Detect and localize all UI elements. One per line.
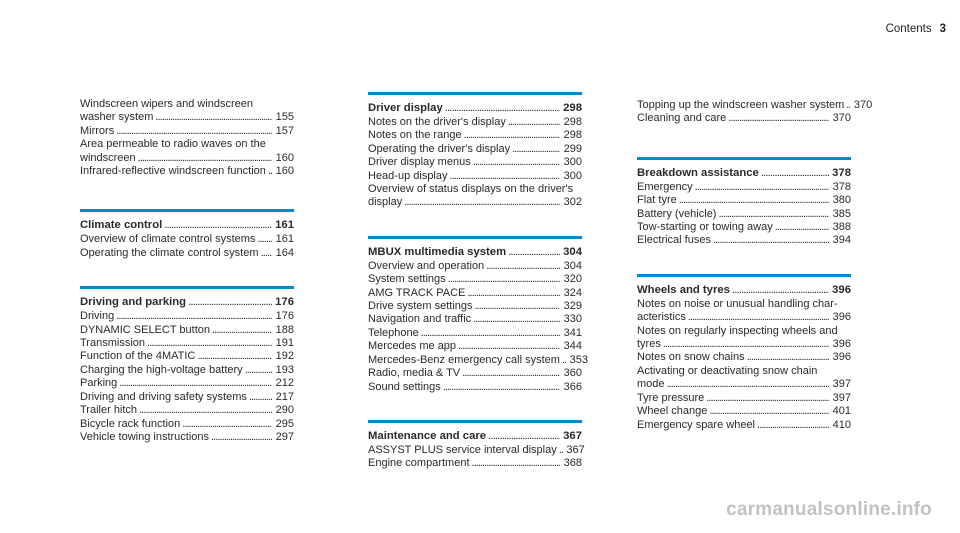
toc-section-mbux — [368, 236, 588, 394]
toc-entry-text[interactable]: acteristics — [637, 311, 686, 324]
dot-leader — [508, 116, 560, 129]
toc-entry[interactable] — [80, 233, 294, 246]
toc-entry-page[interactable]: 385 — [832, 207, 851, 220]
toc-entry[interactable] — [368, 196, 582, 209]
toc-entry-page[interactable]: 157 — [275, 124, 294, 137]
toc-entry-page[interactable]: 191 — [275, 337, 294, 350]
toc-entry-wrap[interactable]: Overview of status displays on the driver's — [368, 183, 574, 196]
toc-entry[interactable] — [637, 99, 873, 112]
section-title-text[interactable]: Maintenance and care — [368, 429, 487, 442]
toc-entry[interactable] — [637, 405, 851, 418]
page-header — [886, 23, 946, 35]
toc-entry-page[interactable]: 300 — [563, 156, 582, 169]
toc-column-2 — [368, 92, 588, 497]
toc-entry-text[interactable]: Electrical fuses — [637, 234, 711, 247]
dot-leader — [718, 208, 829, 221]
dot-leader — [182, 418, 272, 431]
dot-leader — [197, 350, 272, 363]
toc-section-climate-control — [80, 209, 294, 260]
toc-entry-text[interactable]: Driving — [80, 310, 115, 323]
toc-entry[interactable] — [637, 221, 851, 234]
dot-leader — [775, 221, 829, 234]
toc-entry-page[interactable]: 212 — [275, 377, 294, 390]
dot-leader — [695, 181, 829, 194]
toc-entry-text[interactable]: Trailer hitch — [80, 404, 138, 417]
section-title-text[interactable]: Driver display — [368, 102, 443, 114]
dot-leader — [147, 337, 272, 350]
toc-entry-text[interactable]: windscreen — [80, 151, 136, 164]
dot-leader — [488, 429, 560, 443]
section-title-page[interactable]: 396 — [832, 283, 851, 296]
toc-entry-text[interactable]: AMG TRACK PACE — [368, 286, 466, 299]
section-title[interactable] — [368, 245, 582, 259]
toc-entry[interactable] — [80, 350, 294, 363]
toc-entry-page[interactable]: 188 — [275, 323, 294, 336]
dot-leader — [261, 247, 272, 260]
section-rule — [368, 420, 582, 423]
toc-entry[interactable] — [637, 351, 851, 364]
toc-entry[interactable] — [80, 404, 294, 417]
toc-entry-page[interactable]: 366 — [563, 380, 582, 393]
toc-entry-page[interactable]: 320 — [563, 273, 582, 286]
toc-entry-page[interactable]: 300 — [563, 169, 582, 182]
dot-leader — [473, 313, 560, 326]
toc-entry-text[interactable]: Battery (vehicle) — [637, 207, 717, 220]
toc-entry[interactable] — [368, 340, 582, 353]
toc-entry-page[interactable]: 368 — [563, 457, 582, 470]
toc-column-3 — [637, 99, 873, 458]
section-rule — [80, 209, 294, 212]
toc-entry-page[interactable]: 360 — [563, 367, 582, 380]
dot-leader — [421, 327, 560, 340]
section-title[interactable] — [637, 166, 851, 180]
toc-entry-wrap[interactable]: Windscreen wipers and windscreen — [80, 98, 254, 110]
toc-entry[interactable] — [80, 377, 294, 390]
toc-entry[interactable] — [80, 431, 294, 444]
toc-entry-page[interactable]: 160 — [275, 165, 294, 178]
dot-leader — [663, 338, 829, 351]
dot-leader — [713, 234, 829, 247]
dot-leader — [706, 392, 829, 405]
section-title[interactable] — [80, 218, 294, 232]
dot-leader — [486, 260, 560, 273]
toc-entry-page[interactable]: 160 — [275, 151, 294, 164]
section-title-text[interactable]: Breakdown assistance — [637, 166, 759, 179]
toc-entry-text[interactable]: mode — [637, 378, 665, 391]
section-title[interactable] — [637, 283, 851, 297]
toc-entry-page[interactable]: 217 — [275, 390, 294, 403]
toc-entry-text[interactable]: Parking — [80, 377, 118, 390]
toc-entry-text[interactable]: Transmission — [80, 337, 145, 350]
toc-entry[interactable] — [368, 300, 582, 313]
section-rule — [368, 92, 582, 95]
toc-entry[interactable] — [368, 443, 585, 457]
dot-leader — [404, 196, 560, 209]
toc-entry-text[interactable]: Notes on snow chains — [637, 351, 745, 364]
dot-leader — [562, 354, 566, 367]
toc-entry-page[interactable]: 341 — [563, 326, 582, 339]
dot-leader — [667, 378, 829, 391]
dot-leader — [473, 156, 560, 169]
section-title-text[interactable]: MBUX multimedia system — [368, 245, 507, 258]
toc-entry[interactable] — [637, 194, 851, 207]
toc-section-maintenance — [368, 420, 585, 471]
toc-entry-text[interactable]: Emergency spare wheel — [637, 418, 756, 431]
dot-leader — [119, 377, 272, 390]
toc-entry[interactable] — [80, 152, 294, 165]
toc-entry-page[interactable]: 367 — [566, 443, 585, 456]
toc-entry-text[interactable]: Topping up the windscreen washer system — [637, 99, 845, 111]
toc-entry-text[interactable]: display — [368, 196, 403, 209]
toc-entry-page[interactable]: 330 — [563, 313, 582, 326]
toc-entry-text[interactable]: DYNAMIC SELECT button — [80, 323, 211, 336]
toc-entry[interactable] — [637, 234, 851, 247]
dot-leader — [462, 367, 560, 380]
dot-leader — [268, 165, 272, 178]
toc-entry-page[interactable]: 298 — [563, 129, 582, 142]
toc-entry-page[interactable]: 396 — [832, 311, 851, 324]
toc-entry-page[interactable]: 324 — [563, 286, 582, 299]
toc-entry-page[interactable]: 298 — [563, 116, 582, 128]
toc-entry-text[interactable]: Drive system settings — [368, 300, 473, 313]
toc-entry-text[interactable]: Cleaning and care — [637, 112, 727, 125]
toc-entry[interactable] — [368, 457, 582, 470]
toc-entry-text[interactable]: tyres — [637, 338, 661, 351]
dot-leader — [559, 444, 563, 457]
toc-entry-page[interactable]: 396 — [832, 351, 851, 364]
dot-leader — [116, 310, 272, 323]
toc-entry-page[interactable]: 370 — [853, 99, 873, 111]
toc-entry-text[interactable]: Radio, media & TV — [368, 367, 461, 380]
dot-leader — [846, 99, 850, 112]
section-title-page[interactable]: 161 — [275, 219, 294, 232]
toc-entry-text[interactable]: Operating the driver's display — [368, 142, 511, 155]
toc-entry[interactable] — [80, 391, 294, 404]
toc-entry[interactable] — [368, 156, 582, 169]
dot-leader — [188, 295, 272, 309]
dot-leader — [139, 404, 272, 417]
dot-leader — [688, 311, 829, 324]
toc-entry-page[interactable]: 304 — [563, 259, 582, 272]
toc-column-1 — [80, 98, 294, 470]
section-title-text[interactable]: Climate control — [80, 219, 163, 232]
toc-entry-page[interactable]: 297 — [275, 430, 294, 443]
dot-leader — [761, 166, 829, 180]
toc-entry[interactable] — [637, 419, 851, 432]
toc-entry[interactable] — [637, 338, 851, 351]
toc-entry[interactable] — [368, 170, 582, 183]
toc-entry-text[interactable]: Charging the high-voltage battery — [80, 363, 243, 376]
section-title-page[interactable]: 378 — [832, 166, 851, 179]
toc-entry-text[interactable]: Telephone — [368, 326, 419, 339]
toc-entry-page[interactable]: 401 — [832, 405, 851, 418]
section-rule — [368, 236, 582, 239]
dot-leader — [450, 170, 561, 183]
toc-entry-page[interactable]: 397 — [832, 378, 851, 391]
section-title-text[interactable]: Driving and parking — [80, 296, 187, 309]
dot-leader — [467, 287, 560, 300]
toc-entry[interactable] — [80, 165, 294, 178]
toc-entry-text[interactable]: Sound settings — [368, 380, 441, 393]
toc-entry[interactable] — [368, 287, 582, 300]
dot-leader — [475, 300, 560, 313]
toc-entry-page[interactable]: 193 — [275, 363, 294, 376]
toc-entry-wrap[interactable]: Activating or deactivating snow chain — [637, 364, 818, 377]
toc-entry-page[interactable]: 299 — [563, 142, 582, 155]
dot-leader — [245, 364, 272, 377]
toc-entry[interactable] — [637, 181, 851, 194]
dot-leader — [445, 101, 560, 115]
dot-leader — [138, 152, 272, 165]
toc-entry[interactable] — [368, 260, 582, 273]
section-rule — [637, 274, 851, 277]
dot-leader — [757, 419, 829, 432]
toc-entry[interactable] — [368, 353, 588, 367]
dot-leader — [709, 405, 829, 418]
toc-entry[interactable] — [637, 311, 851, 324]
toc-entry-text[interactable]: Notes on the range — [368, 129, 462, 142]
toc-entry[interactable] — [637, 392, 851, 405]
toc-entry-text[interactable]: Navigation and traffic — [368, 313, 472, 326]
toc-entry-text[interactable]: System settings — [368, 273, 446, 286]
toc-entry-wrap[interactable]: Notes on noise or unusual handling char- — [637, 297, 838, 310]
dot-leader — [508, 245, 560, 259]
toc-entry[interactable] — [80, 310, 294, 323]
toc-entry-text[interactable]: Driver display menus — [368, 156, 471, 169]
toc-entry-page[interactable]: 353 — [569, 353, 588, 366]
toc-section-breakdown-assistance — [637, 157, 851, 248]
toc-entry-text[interactable]: Notes on the driver's display — [368, 116, 506, 128]
dot-leader — [512, 143, 560, 156]
toc-entry-page[interactable]: 302 — [563, 196, 582, 209]
toc-entry-text[interactable]: Head-up display — [368, 169, 448, 182]
toc-entry[interactable] — [368, 381, 582, 394]
toc-entry-page[interactable]: 380 — [832, 194, 851, 207]
toc-entry-text[interactable]: Tyre pressure — [637, 391, 705, 404]
toc-entry-page[interactable]: 388 — [832, 221, 851, 234]
dot-leader — [155, 111, 272, 124]
section-title[interactable] — [368, 101, 582, 115]
section-rule — [637, 157, 851, 160]
toc-entry-text[interactable]: Operating the climate control system — [80, 246, 259, 259]
toc-entry-page[interactable]: 155 — [275, 111, 294, 124]
dot-leader — [257, 233, 272, 246]
toc-entry-page[interactable]: 329 — [563, 300, 582, 313]
toc-entry-text[interactable]: Bicycle rack function — [80, 417, 181, 430]
dot-leader — [448, 273, 560, 286]
toc-entry-text[interactable]: Function of the 4MATIC — [80, 350, 196, 363]
dot-leader — [116, 125, 272, 138]
toc-section-driver-display — [368, 92, 582, 210]
toc-entry-wrap[interactable]: Area permeable to radio waves on the — [80, 138, 266, 151]
toc-entry-page[interactable]: 394 — [832, 234, 851, 247]
toc-entry-page[interactable]: 344 — [563, 340, 582, 353]
toc-entry[interactable] — [637, 208, 851, 221]
toc-entry-text[interactable]: Vehicle towing instructions — [80, 430, 210, 443]
dot-leader — [732, 283, 829, 297]
dot-leader — [212, 324, 272, 337]
toc-entry-wrap[interactable]: Notes on regularly inspecting wheels and — [637, 324, 838, 337]
toc-entry[interactable] — [80, 125, 294, 138]
toc-entry-text[interactable]: Wheel change — [637, 405, 708, 418]
toc-entry-page[interactable]: 396 — [832, 338, 851, 351]
toc-entry-text[interactable]: Infrared-reflective windscreen function — [80, 165, 266, 178]
dot-leader — [464, 129, 560, 142]
toc-entry[interactable] — [637, 112, 851, 125]
toc-entry-page[interactable]: 290 — [275, 404, 294, 417]
toc-entry[interactable] — [80, 337, 294, 350]
toc-entry-text[interactable]: Mercedes me app — [368, 340, 457, 353]
toc-entry-page[interactable]: 295 — [275, 417, 294, 430]
toc-entry-text[interactable]: Tow-starting or towing away — [637, 221, 773, 234]
section-title-page[interactable]: 176 — [275, 296, 294, 309]
toc-entry[interactable] — [368, 143, 582, 156]
toc-section-intro-3 — [637, 99, 873, 126]
dot-leader — [164, 218, 272, 232]
toc-entry[interactable] — [80, 111, 294, 124]
dot-leader — [443, 381, 560, 394]
toc-entry-text[interactable]: Mercedes-Benz emergency call system — [368, 353, 560, 366]
toc-entry-page[interactable]: 378 — [832, 180, 851, 193]
toc-entry-page[interactable]: 164 — [275, 246, 294, 259]
toc-entry-text[interactable]: Engine compartment — [368, 457, 470, 470]
toc-entry-text[interactable]: Flat tyre — [637, 194, 677, 207]
toc-entry[interactable] — [368, 116, 582, 129]
toc-entry-text[interactable]: Emergency — [637, 180, 693, 193]
toc-entry-text[interactable]: Overview of climate control systems — [80, 233, 256, 246]
watermark: carmanualsonline.info — [726, 499, 932, 520]
toc-entry[interactable] — [80, 324, 294, 337]
toc-entry[interactable] — [368, 327, 582, 340]
section-title-page[interactable]: 298 — [563, 102, 582, 114]
toc-entry[interactable] — [368, 313, 582, 326]
toc-entry-page[interactable]: 370 — [832, 112, 851, 125]
toc-entry-page[interactable]: 192 — [275, 350, 294, 363]
toc-entry[interactable] — [80, 247, 294, 260]
toc-entry[interactable] — [637, 378, 851, 391]
header-label: Contents — [885, 23, 932, 35]
section-title-page[interactable]: 304 — [563, 245, 582, 258]
toc-entry-text[interactable]: Driving and driving safety systems — [80, 390, 247, 403]
section-title[interactable] — [80, 295, 294, 309]
dot-leader — [747, 351, 829, 364]
section-title-page[interactable]: 367 — [563, 429, 582, 442]
toc-entry-page[interactable]: 397 — [832, 391, 851, 404]
toc-entry-text[interactable]: washer system — [80, 111, 154, 124]
dot-leader — [249, 391, 272, 404]
toc-entry-text[interactable]: Mirrors — [80, 124, 115, 137]
dot-leader — [458, 340, 560, 353]
dot-leader — [728, 112, 829, 125]
toc-entry[interactable] — [80, 364, 294, 377]
toc-section-wheels-and-tyres — [637, 274, 851, 432]
toc-section-intro-1 — [80, 98, 294, 178]
dot-leader — [679, 194, 829, 207]
toc-entry-page[interactable]: 161 — [275, 233, 294, 246]
toc-entry[interactable] — [368, 129, 582, 142]
section-rule — [80, 286, 294, 289]
toc-entry[interactable] — [80, 418, 294, 431]
dot-leader — [211, 431, 272, 444]
dot-leader — [472, 457, 561, 470]
toc-entry-page[interactable]: 176 — [275, 310, 294, 323]
toc-entry-text[interactable]: Overview and operation — [368, 259, 485, 272]
page-number: 3 — [939, 23, 946, 35]
section-title-text[interactable]: Wheels and tyres — [637, 283, 730, 296]
toc-entry-page[interactable]: 410 — [832, 418, 851, 431]
toc-entry-text[interactable]: ASSYST PLUS service interval display — [368, 443, 557, 456]
section-title[interactable] — [368, 429, 582, 443]
toc-section-driving-and-parking — [80, 286, 294, 444]
toc-entry[interactable] — [368, 367, 582, 380]
toc-entry[interactable] — [368, 273, 582, 286]
